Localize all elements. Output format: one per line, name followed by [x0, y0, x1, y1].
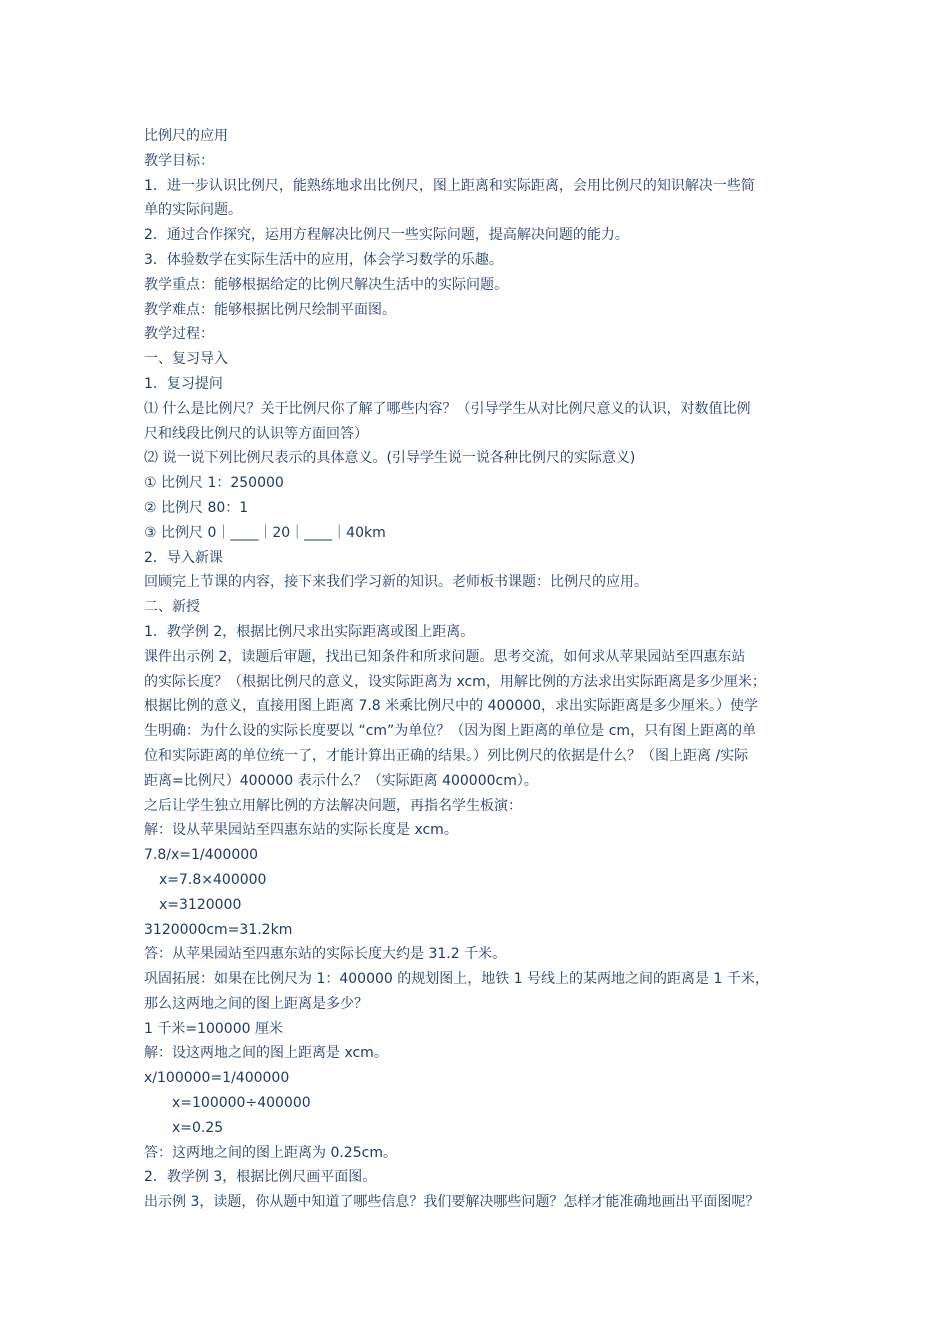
text-line: 1．进一步认识比例尺，能熟练地求出比例尺，图上距离和实际距离，会用比例尺的知识解决一些简 [144, 177, 755, 194]
text-line: ⑴ 什么是比例尺？关于比例尺你了解了哪些内容？（引导学生从对比例尺意义的认识，对数值比例 [144, 400, 751, 417]
text-line: x=3120000 [159, 896, 242, 913]
text-line: 2．教学例 3，根据比例尺画平面图。 [144, 1169, 377, 1186]
text-line: 比例尺的应用 [144, 128, 228, 144]
text-line: x=0.25 [172, 1119, 224, 1136]
text-line: 2．导入新课 [144, 549, 223, 566]
text-line: 3120000cm=31.2km [144, 921, 293, 938]
text-line: 那么这两地之间的图上距离是多少？ [144, 995, 368, 1012]
text-line: x=7.8×400000 [159, 871, 267, 888]
text-line: 生明确：为什么设的实际长度要以 “cm”为单位？（因为图上距离的单位是 cm，只有图上距离的单 [144, 723, 757, 740]
text-line: ⑵ 说一说下列比例尺表示的具体意义。(引导学生说一说各种比例尺的实际意义) [144, 450, 636, 467]
text-line: 答：这两地之间的图上距离为 0.25cm。 [144, 1144, 397, 1161]
text-line: 单的实际问题。 [144, 202, 242, 219]
text-line: 1．教学例 2，根据比例尺求出实际距离或图上距离。 [144, 623, 475, 640]
text-line: 1 千米=100000 厘米 [144, 1020, 283, 1037]
text-line: ① 比例尺 1：250000 [144, 475, 284, 492]
text-line: 的实际长度？（根据比例尺的意义，设实际距离为 xcm，用解比例的方法求出实际距离是多少厘米； [144, 673, 766, 690]
text-line: 尺和线段比例尺的认识等方面回答） [144, 425, 368, 442]
document-page [144, 124, 824, 1215]
text-line: 教学重点：能够根据给定的比例尺解决生活中的实际问题。 [144, 276, 508, 293]
text-line: 位和实际距离的单位统一了，才能计算出正确的结果。）列比例尺的依据是什么？（图上距离 /实际 [144, 747, 749, 764]
text-line: 解：设从苹果园站至四惠东站的实际长度是 xcm。 [144, 822, 458, 839]
text-line: ③ 比例尺 0｜____｜20｜____｜40km [144, 524, 386, 541]
text-line: x/100000=1/400000 [144, 1070, 290, 1087]
text-line: 3．体验数学在实际生活中的应用，体会学习数学的乐趣。 [144, 251, 503, 268]
text-line: 根据比例的意义，直接用图上距离 7.8 米乘比例尺中的 400000，求出实际距离是多少厘米。）使学 [144, 698, 759, 715]
text-line: 2．通过合作探究，运用方程解决比例尺一些实际问题，提高解决问题的能力。 [144, 227, 629, 244]
text-line: 之后让学生独立用解比例的方法解决问题，再指名学生板演： [144, 797, 522, 814]
text-line: 解：设这两地之间的图上距离是 xcm。 [144, 1045, 388, 1062]
text-line: x=100000÷400000 [172, 1095, 311, 1112]
text-line: 出示例 3，读题，你从题中知道了哪些信息？我们要解决哪些问题？怎样才能准确地画出平面图呢？ [144, 1194, 760, 1211]
text-line: ② 比例尺 80：1 [144, 499, 249, 516]
text-line: 教学难点：能够根据比例尺绘制平面图。 [144, 301, 396, 318]
text-line: 教学过程： [144, 326, 214, 343]
text-line: 一、复习导入 [144, 351, 228, 368]
text-line: 巩固拓展：如果在比例尺为 1：400000 的规划图上，地铁 1 号线上的某两地之间的距离是 1 千米， [144, 971, 769, 988]
text-line: 教学目标： [144, 152, 214, 169]
text-line: 课件出示例 2，读题后审题，找出已知条件和所求问题。思考交流，如何求从苹果园站至四惠东站 [144, 648, 746, 665]
text-line: 答：从苹果园站至四惠东站的实际长度大约是 31.2 千米。 [144, 946, 507, 963]
text-line: 回顾完上节课的内容，接下来我们学习新的知识。老师板书课题：比例尺的应用。 [144, 574, 648, 591]
text-line: 1．复习提问 [144, 375, 223, 392]
text-line: 二、新授 [144, 599, 200, 616]
text-line: 7.8/x=1/400000 [144, 847, 259, 864]
text-line: 距离=比例尺）400000 表示什么？（实际距离 400000cm）。 [144, 772, 538, 789]
